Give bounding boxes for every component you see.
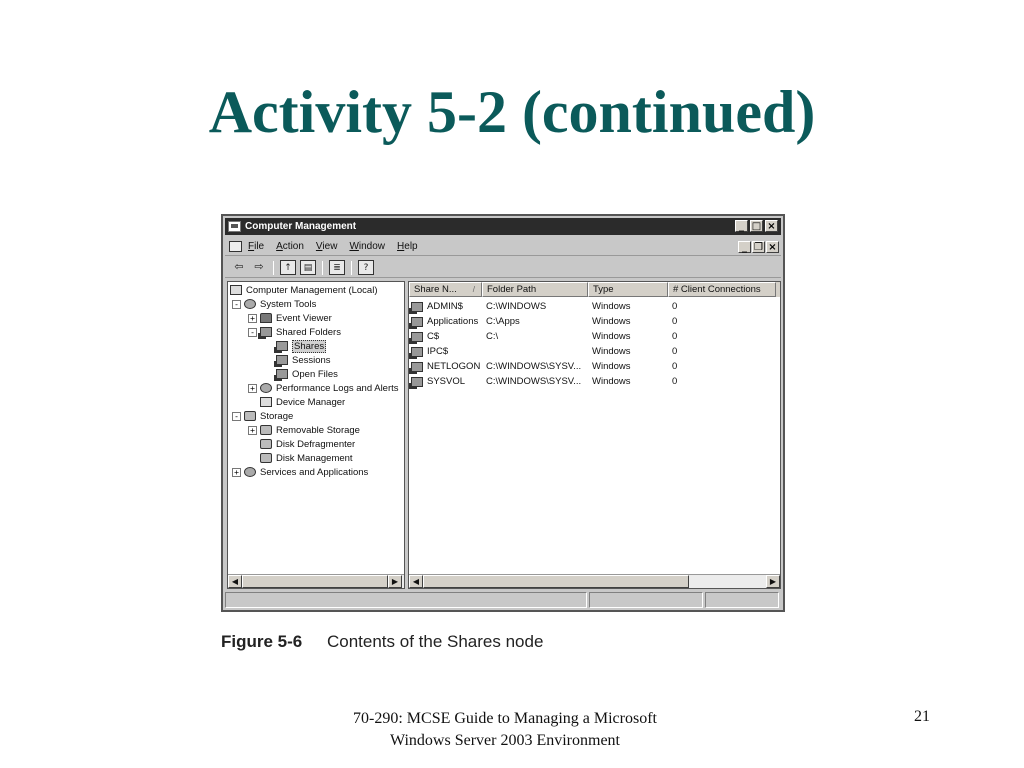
tree-horizontal-scrollbar[interactable] bbox=[228, 574, 404, 588]
folder-path: C:\Apps bbox=[486, 316, 520, 327]
tree-item-label: Storage bbox=[260, 410, 294, 422]
tree-item-label: Computer Management (Local) bbox=[246, 284, 378, 296]
status-pane bbox=[589, 592, 703, 608]
up-one-level-icon[interactable]: ↑ bbox=[280, 260, 296, 275]
title-bar[interactable] bbox=[225, 218, 781, 235]
folder-path: C:\ bbox=[486, 331, 499, 342]
tree-item-sessions[interactable] bbox=[276, 353, 331, 367]
expand-icon[interactable]: + bbox=[248, 314, 257, 323]
share-icon bbox=[411, 362, 423, 372]
share-type: Windows bbox=[592, 361, 631, 372]
menu-action[interactable]: Action bbox=[276, 241, 304, 252]
maximize-button[interactable]: □ bbox=[751, 221, 762, 232]
share-icon bbox=[411, 347, 423, 357]
column-header-label: Share N... bbox=[414, 284, 457, 295]
sort-indicator-icon: / bbox=[472, 285, 475, 294]
collapse-icon[interactable]: - bbox=[248, 328, 257, 337]
close-button[interactable]: × bbox=[765, 220, 778, 232]
storage-icon bbox=[244, 411, 256, 421]
console-tree bbox=[227, 281, 405, 589]
figure-number: Figure 5-6 bbox=[221, 632, 303, 651]
tree-item-computer-management[interactable] bbox=[230, 283, 377, 297]
share-icon bbox=[411, 377, 423, 387]
computer-management-icon bbox=[228, 221, 241, 232]
share-icon bbox=[411, 332, 423, 342]
collapse-icon[interactable]: - bbox=[232, 300, 241, 309]
table-row[interactable] bbox=[409, 299, 781, 314]
tree-item-label: Disk Management bbox=[276, 452, 353, 464]
export-list-icon[interactable]: ≣ bbox=[329, 260, 345, 275]
share-icon bbox=[411, 317, 423, 327]
tree-item-label: Event Viewer bbox=[276, 312, 332, 324]
tree-item-performance-logs[interactable] bbox=[248, 381, 399, 395]
column-header-label: Type bbox=[593, 284, 614, 295]
tree-item-storage[interactable] bbox=[232, 409, 293, 423]
share-icon bbox=[276, 369, 288, 379]
share-icon bbox=[411, 302, 423, 312]
device-manager-icon bbox=[260, 397, 272, 407]
list-header bbox=[409, 282, 781, 297]
tree-item-shares[interactable] bbox=[276, 339, 326, 353]
services-icon bbox=[244, 467, 256, 477]
tree-item-label: Shared Folders bbox=[276, 326, 341, 338]
slide-title: Activity 5-2 (continued) bbox=[208, 79, 816, 145]
scroll-left-icon[interactable]: ◀ bbox=[228, 575, 242, 588]
slide-footer bbox=[300, 708, 710, 752]
column-header-label: # Client Connections bbox=[673, 284, 761, 295]
menu-file[interactable]: File bbox=[248, 241, 265, 252]
show-hide-console-tree-icon[interactable]: ▤ bbox=[300, 260, 316, 275]
share-name: ADMIN$ bbox=[427, 301, 463, 312]
toolbar-separator bbox=[322, 261, 323, 275]
status-pane bbox=[225, 592, 587, 608]
column-header-folder-path[interactable] bbox=[482, 282, 588, 297]
expand-icon[interactable]: + bbox=[232, 468, 241, 477]
share-type: Windows bbox=[592, 331, 631, 342]
child-minimize-button[interactable]: _ bbox=[738, 241, 751, 253]
table-row[interactable] bbox=[409, 314, 781, 329]
tree-item-label: Services and Applications bbox=[260, 466, 369, 478]
tree-item-services-applications[interactable] bbox=[232, 465, 368, 479]
tree-item-disk-management[interactable] bbox=[248, 451, 353, 465]
shares-list bbox=[408, 281, 781, 589]
client-connections: 0 bbox=[672, 331, 678, 342]
share-type: Windows bbox=[592, 376, 631, 387]
status-pane bbox=[705, 592, 779, 608]
tree-item-label: Sessions bbox=[292, 354, 331, 366]
tree-item-disk-defragmenter[interactable] bbox=[248, 437, 355, 451]
folder-path: C:\WINDOWS\SYSV... bbox=[486, 361, 582, 372]
tree-item-label: Shares bbox=[294, 340, 325, 352]
menu-window[interactable]: Window bbox=[349, 241, 386, 252]
column-header-label: Folder Path bbox=[487, 284, 537, 295]
performance-icon bbox=[260, 383, 272, 393]
client-connections: 0 bbox=[672, 316, 678, 327]
client-connections: 0 bbox=[672, 376, 678, 387]
folder-path: C:\WINDOWS bbox=[486, 301, 547, 312]
computer-icon bbox=[230, 285, 242, 295]
share-name: NETLOGON bbox=[427, 361, 481, 372]
tree-item-system-tools[interactable] bbox=[232, 297, 316, 311]
column-header-type[interactable] bbox=[588, 282, 668, 297]
help-icon[interactable]: ? bbox=[358, 260, 374, 275]
tree-item-label: Device Manager bbox=[276, 396, 346, 408]
expand-icon[interactable]: + bbox=[248, 426, 257, 435]
tree-item-label: Disk Defragmenter bbox=[276, 438, 356, 450]
tree-item-label: Open Files bbox=[292, 368, 338, 380]
share-name: SYSVOL bbox=[427, 376, 466, 387]
toolbar-separator bbox=[273, 261, 274, 275]
scroll-left-icon[interactable]: ◀ bbox=[409, 575, 423, 588]
tree-item-device-manager[interactable] bbox=[248, 395, 345, 409]
share-icon bbox=[276, 355, 288, 365]
tree-item-label: Removable Storage bbox=[276, 424, 360, 436]
expand-icon[interactable]: + bbox=[248, 384, 257, 393]
menu-bar bbox=[225, 238, 781, 256]
tree-item-shared-folders[interactable] bbox=[248, 325, 341, 339]
figure-description: Contents of the Shares node bbox=[326, 632, 544, 651]
window-title: Computer Management bbox=[245, 221, 357, 232]
table-row[interactable] bbox=[409, 329, 781, 344]
tree-item-event-viewer[interactable] bbox=[248, 311, 332, 325]
column-header-client-connections[interactable] bbox=[668, 282, 776, 297]
client-connections: 0 bbox=[672, 361, 678, 372]
menu-help[interactable]: Help bbox=[397, 241, 418, 252]
event-viewer-icon bbox=[260, 313, 272, 323]
tree-item-label: System Tools bbox=[260, 298, 317, 310]
share-name: C$ bbox=[427, 331, 440, 342]
scroll-thumb[interactable] bbox=[423, 575, 689, 588]
toolbar bbox=[225, 258, 781, 278]
scroll-right-icon[interactable]: ▶ bbox=[388, 575, 402, 588]
tree-item-removable-storage[interactable] bbox=[248, 423, 360, 437]
share-icon bbox=[276, 341, 288, 351]
share-name: IPC$ bbox=[427, 346, 449, 357]
computer-management-window bbox=[221, 214, 785, 612]
table-row[interactable] bbox=[409, 374, 781, 389]
shared-folder-icon bbox=[260, 327, 272, 337]
status-bar bbox=[225, 592, 781, 608]
column-header-share-name[interactable] bbox=[409, 282, 482, 297]
tree-item-open-files[interactable] bbox=[276, 367, 338, 381]
disk-management-icon bbox=[260, 453, 272, 463]
client-connections: 0 bbox=[672, 301, 678, 312]
removable-storage-icon bbox=[260, 425, 272, 435]
footer-line: Windows Server 2003 Environment bbox=[390, 732, 620, 749]
share-type: Windows bbox=[592, 301, 631, 312]
child-window-icon[interactable] bbox=[229, 241, 242, 252]
footer-line: 70-290: MCSE Guide to Managing a Microsoft bbox=[353, 710, 657, 727]
table-row[interactable] bbox=[409, 344, 781, 359]
scroll-right-icon[interactable]: ▶ bbox=[766, 575, 780, 588]
toolbar-separator bbox=[351, 261, 352, 275]
back-arrow-icon[interactable]: ⇦ bbox=[234, 260, 244, 273]
figure-caption bbox=[221, 632, 543, 652]
scroll-thumb[interactable] bbox=[242, 575, 388, 588]
table-row[interactable] bbox=[409, 359, 781, 374]
tree-item-label: Performance Logs and Alerts bbox=[276, 382, 399, 394]
child-close-button[interactable]: × bbox=[766, 241, 779, 253]
defrag-icon bbox=[260, 439, 272, 449]
child-restore-button[interactable]: ❐ bbox=[752, 241, 765, 253]
list-horizontal-scrollbar[interactable] bbox=[409, 574, 780, 588]
client-connections: 0 bbox=[672, 346, 678, 357]
menu-view[interactable]: View bbox=[315, 241, 338, 252]
page-number: 21 bbox=[914, 708, 930, 725]
share-name: Applications bbox=[427, 316, 479, 327]
folder-path bbox=[482, 344, 588, 359]
share-type: Windows bbox=[592, 346, 631, 357]
forward-arrow-icon[interactable]: ⇨ bbox=[254, 260, 264, 273]
folder-path: C:\WINDOWS\SYSV... bbox=[486, 376, 582, 387]
share-type: Windows bbox=[592, 316, 631, 327]
tools-icon bbox=[244, 299, 256, 309]
collapse-icon[interactable]: - bbox=[232, 412, 241, 421]
minimize-button[interactable]: _ bbox=[735, 220, 748, 232]
